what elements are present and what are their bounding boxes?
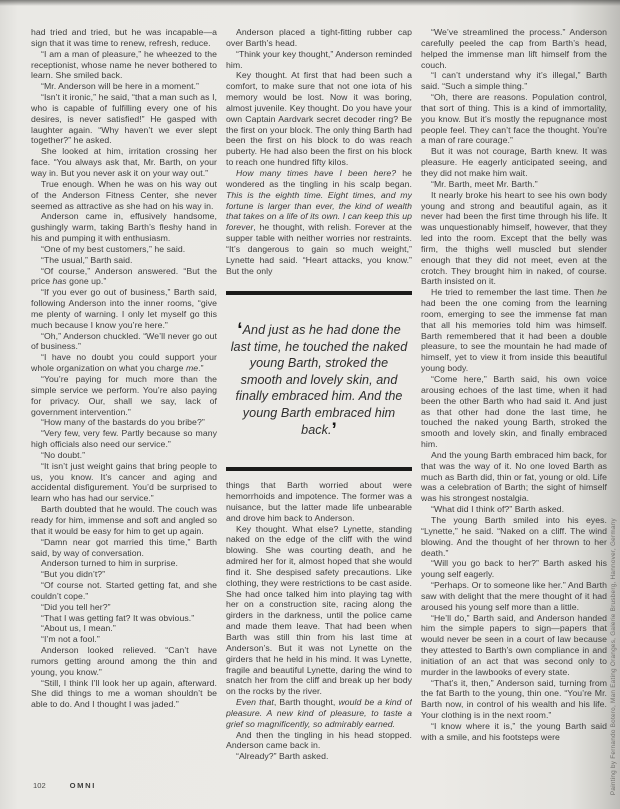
- text-column-1: [31, 27, 217, 779]
- paragraph: “What did I think of?” Barth asked.: [431, 504, 565, 515]
- paragraph: “Very few, very few. Partly because so many high officials also need our service.”: [31, 428, 217, 450]
- paragraph: “Of course,” Anderson answered. “But the price has gone up.”: [31, 265, 217, 287]
- paragraph: “But you didn’t?”: [41, 569, 106, 580]
- paragraph: “Mr. Anderson will be here in a moment.”: [41, 81, 199, 92]
- paragraph: “One of my best customers,” he said.: [41, 243, 186, 254]
- paragraph: “That’s it, then,” Anderson said, turning from the fat Barth to the young, thin one. “You’re Mr. Barth now, in control of his wealth and his life. Your clothing is in the next room.”: [421, 677, 607, 721]
- paragraph: “How many of the bastards do you bribe?”: [41, 417, 205, 428]
- paragraph: “Perhaps. Or to someone like her.” And Barth saw with delight that the mere thought of it had aroused his young self more than a little.: [421, 580, 607, 612]
- paragraph: “Already?” Barth asked.: [236, 751, 329, 762]
- painting-credit: Painting by Fernando Botero, Man Eating Oranges, Galerie Brusberg, Hannover, Germany: [610, 517, 617, 795]
- text-column-3: [421, 27, 607, 779]
- paragraph: Anderson came in, effusively handsome, gushingly warm, taking Barth’s fleshy hand in his and pumping it with enthusiasm.: [31, 211, 217, 244]
- paragraph: “Oh,” Anderson chuckled. “We’ll never go out of business.”: [31, 330, 217, 352]
- paragraph: And then the tingling in his head stopped. Anderson came back in.: [226, 729, 412, 751]
- pull-quote: [226, 291, 412, 471]
- paragraph: “Of course not. Started getting fat, and she couldn’t cope.”: [31, 580, 217, 601]
- paragraph: Key thought. What else? Lynette, standing naked on the edge of the cliff with the wind blowing. She was courting death, and he admired her for it, almost hoped that she would find it. She despised safety precautions. Like clothing, they were restrictions to be cast aside. She had once talked him into playing tag with her on a construction site, racing along the girders in the darkness, until the police came and made them leave. That had been when Barth was still thin from his last time at Anderson’s. But it was not Lynette on the girders that he held in his mind. It was Lynette, fragile and beautiful Lynette, daring the wind to snatch her from the cliff and break up her body on the rocks by the river.: [226, 523, 412, 697]
- open-quote-icon: ‘: [237, 320, 243, 341]
- paragraph: “I’m not a fool.”: [41, 634, 100, 645]
- column-2-bottom-text: [226, 480, 412, 762]
- paragraph: “That I was getting fat? It was obvious.”: [41, 612, 195, 623]
- text-column-2: [226, 27, 412, 779]
- paragraph: “Mr. Barth, meet Mr. Barth.”: [431, 178, 538, 189]
- paragraph: And the young Barth embraced him back, for that was the way of it. No one loved Barth as much as Barth did, thin or fat, young or old. Life was a celebration of Barth; the sight of himself was his strongest nostalgia.: [421, 449, 607, 504]
- page-number: 102: [33, 781, 46, 790]
- paragraph: “About us, I mean.”: [41, 623, 116, 634]
- paragraph: She looked at him, irritation crossing her face. “You always ask that, Mr. Barth, on your way in. But you never ask it on your way out.”: [31, 146, 217, 178]
- paragraph: “I have no doubt you could support your whole organization on what you charge me.”: [31, 352, 217, 374]
- paragraph: “You’re paying for much more than the simple service we perform. You’re also paying for privacy. Our, shall we say, lack of government intervention.”: [31, 374, 217, 417]
- paragraph: “Damn near got married this time,” Barth said, by way of conversation.: [31, 536, 217, 558]
- paragraph: Even that, Barth thought, would be a kind of pleasure. A new kind of pleasure, to taste a grief so magnificently, so admirably earned.: [226, 697, 412, 729]
- close-quote-icon: ’: [331, 419, 337, 441]
- paragraph: Barth doubted that he would. The couch was ready for him, immense and soft and angled so that it would be easy for him to get up again.: [31, 504, 217, 536]
- paragraph: “Come here,” Barth said, his own voice arousing echoes of the last time, when it had been the other Barth who had said it. And just as that other had done the last time, he touched the naked young Barth, stroked the smooth and lovely skin, and finally embraced him.: [421, 374, 607, 450]
- paragraph: The young Barth smiled into his eyes. “Lynette,” he said. “Naked on a cliff. The wind blowing. And the thought of her thrown to her death.”: [421, 514, 607, 558]
- paragraph: Key thought. At first that had been such a comfort, to make sure that not one iota of his memory would be lost. Now it was boring, almost juvenile. Key thought. Do you have your own Captain Aardvark secret decoder ring? Be the first on your block. The only thing Barth had been the first on his block to do was reach puberty. He had also been the first on his block to reach one hundred fifty kilos.: [226, 70, 412, 168]
- paragraph: He tried to remember the last time. Then he had been the one coming from the learning room, emerging to see the immense fat man that all his memories told him was himself. Barth remembered that it had been a double pleasure, to see the mountain he had made of himself, yet to view it from inside this beautiful young body.: [421, 287, 607, 374]
- paragraph: things that Barth worried about were hemorrhoids and impotence. The former was a nuisance, but the latter made life unbearable and drove him back to Anderson.: [226, 480, 412, 523]
- paragraph: True enough. When he was on his way out of the Anderson Fitness Center, she never seemed as attractive as she had on his way in.: [31, 178, 217, 211]
- paragraph: “Still, I think I’ll look her up again, afterward. She did things to me a woman shouldn’t be able to do. And I thought I was jaded.”: [31, 677, 217, 710]
- paragraph: But it was not courage, Barth knew. It was pleasure. He eagerly anticipated seeing, and they did not make him wait.: [421, 146, 607, 178]
- paragraph: “We’ve streamlined the process.” Anderson carefully peeled the cap from Barth’s head, helped the immense man lift himself from the couch.: [421, 27, 607, 70]
- page-footer: [33, 781, 96, 790]
- paragraph: “I am a man of pleasure,” he wheezed to the receptionist, whose name he never bothered to learn. She smiled back.: [31, 48, 217, 81]
- paragraph: Anderson looked relieved. “Can’t have rumors getting around among the thin and young, you know.”: [31, 645, 217, 677]
- paragraph: “The usual,” Barth said.: [41, 254, 133, 265]
- paragraph: had tried and tried, but he was incapable—a sign that it was time to renew, refresh, reduce.: [31, 27, 217, 48]
- paragraph: “Isn’t it ironic,” he said, “that a man such as I, who is capable of fulfilling every one of his desires, is never satisfied!” He gasped with laughter again. “Why haven’t we ever slept together?” he asked.: [31, 92, 217, 146]
- paragraph: “Will you go back to her?” Barth asked his young self eagerly.: [421, 558, 607, 580]
- paragraph: It nearly broke his heart to see his own body young and strong and beautiful again, as it never had been the first time through his life. It was unquestionably himself, however, that they led into the room. Except that the belly was firm, the thighs well muscled but slender enough that they did not meet, even at the crotch. They brought him in naked, of course. Barth insisted on it.: [421, 189, 607, 287]
- paragraph: “He’ll do,” Barth said, and Anderson handed him the simple papers to sign—papers that would never be seen in a court of law because they attested to Barth’s own compliance in and initiation of an act that was second only to murder in the lawbooks of every state.: [421, 612, 607, 677]
- magazine-name: OMNI: [69, 781, 96, 790]
- paragraph: “Did you tell her?”: [41, 601, 111, 612]
- paragraph: “If you ever go out of business,” Barth said, following Anderson into the inner rooms, “give me plenty of warning. I only let myself go this much because I know you’re here.”: [31, 287, 217, 330]
- paragraph: How many times have I been here? he wondered as the tingling in his scalp began. This is the eighth time. Eight times, and my fortune is larger than ever, the kind of wealth that takes on a life of its own. I can keep this up forever, he thought, with relish. Forever at the supper table with neither worries nor restraints. “It’s dangerous to gain so much weight,” Lynette had said. “Heart attacks, you know.” But the only: [226, 167, 412, 276]
- article-columns: [31, 27, 607, 779]
- paragraph: Anderson turned to him in surprise.: [41, 558, 178, 569]
- paragraph: “Oh, there are reasons. Population control, that sort of thing. This is a kind of immortality, you know. But it’s mostly the repugnance most people feel. They can’t face the thought. You’re a man of rare courage.”: [421, 92, 607, 146]
- paragraph: “No doubt.”: [41, 449, 86, 460]
- paragraph: “I can’t understand why it’s illegal,” Barth said. “Such a simple thing.”: [421, 70, 607, 92]
- paragraph: “Think your key thought,” Anderson reminded him.: [226, 48, 412, 70]
- paragraph: “It isn’t just weight gains that bring people to us, you know. It’s cancer and aging and accidental disfigurement. You’d be surprised to learn who has had our service.”: [31, 460, 217, 504]
- paragraph: Anderson placed a tight-fitting rubber cap over Barth’s head.: [226, 27, 412, 48]
- paragraph: “I know where it is,” the young Barth said with a smile, and his footsteps were: [421, 721, 607, 742]
- pull-quote-text: And just as he had done the last time, he touched the naked young Barth, stroked the smooth and lovely skin, and finally embraced him. And the young Barth embraced him back.: [230, 323, 408, 437]
- column-2-top-text: [226, 27, 412, 284]
